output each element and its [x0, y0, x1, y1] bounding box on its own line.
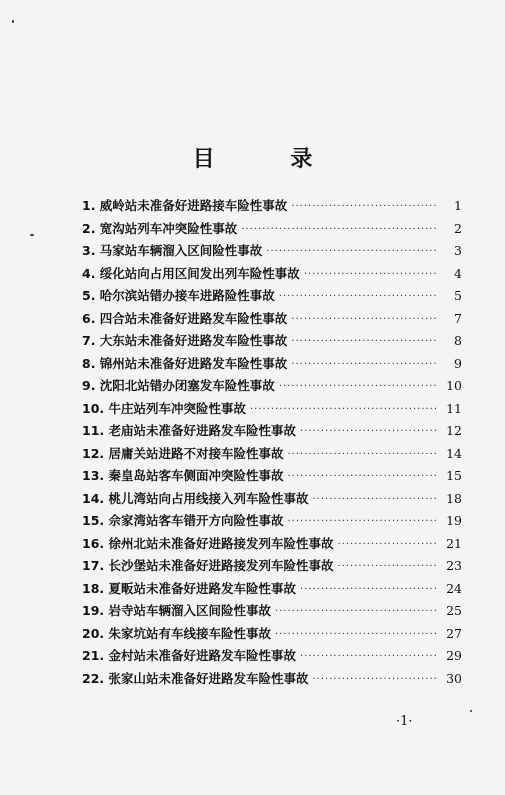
table-of-contents: [82, 196, 462, 691]
toc-entry-page: 3: [454, 243, 462, 258]
toc-entry-page: 2: [454, 220, 462, 236]
toc-leader-dots: [279, 291, 436, 302]
toc-entry-label: 5. 哈尔滨站错办接车进路险性事故: [82, 288, 275, 303]
toc-entry: [82, 646, 462, 669]
toc-leader-dots: [279, 381, 436, 392]
toc-entry: [82, 309, 462, 332]
toc-entry: [82, 601, 462, 624]
toc-entry: [82, 399, 462, 422]
toc-entry-page: 4: [454, 265, 462, 281]
toc-entry-page: 10: [446, 378, 462, 393]
toc-entry-label: 12. 居庸关站进路不对接车险性事故: [82, 445, 284, 461]
toc-entry-page: 19: [446, 513, 462, 528]
toc-entry: [82, 354, 462, 377]
toc-entry-label: 17. 长沙堡站未准备好进路接发列车险性事故: [82, 558, 334, 573]
scan-speck: [30, 234, 34, 236]
toc-entry: [82, 556, 462, 579]
toc-entry: [82, 241, 462, 264]
toc-entry-label: 1. 威岭站未准备好进路接车险性事故: [82, 198, 288, 213]
toc-leader-dots: [313, 674, 437, 685]
toc-entry-label: 20. 朱家坑站有车线接车险性事故: [82, 625, 271, 641]
toc-leader-dots: [313, 494, 437, 505]
toc-entry: [82, 489, 462, 512]
toc-entry-page: 7: [454, 310, 462, 326]
toc-title: 目 录: [192, 147, 347, 172]
scan-speck: [470, 710, 472, 712]
toc-entry-label: 19. 岩寺站车辆溜入区间险性事故: [82, 603, 271, 618]
toc-entry-page: 27: [446, 625, 462, 641]
toc-entry: [82, 219, 462, 242]
toc-entry-page: 15: [446, 468, 462, 483]
toc-entry-page: 18: [446, 490, 462, 506]
toc-entry-page: 21: [446, 535, 462, 551]
toc-entry-label: 15. 佘家湾站客车错开方向险性事故: [82, 513, 284, 528]
toc-entry: [82, 624, 462, 647]
toc-leader-dots: [300, 584, 436, 595]
toc-leader-dots: [291, 314, 436, 325]
toc-leader-dots: [338, 539, 437, 550]
toc-leader-dots: [291, 201, 436, 212]
toc-entry-page: 12: [446, 423, 462, 438]
toc-leader-dots: [275, 606, 436, 617]
toc-entry-label: 13. 秦皇岛站客车侧面冲突险性事故: [82, 468, 284, 483]
toc-entry: [82, 669, 462, 692]
toc-entry-page: 1: [454, 198, 462, 213]
toc-entry: [82, 534, 462, 557]
toc-entry-label: 18. 夏畈站未准备好进路发车险性事故: [82, 580, 296, 596]
toc-entry-page: 8: [454, 333, 462, 348]
toc-leader-dots: [288, 516, 437, 527]
scan-speck: [12, 20, 14, 23]
toc-entry-page: 23: [446, 558, 462, 573]
toc-entry: [82, 511, 462, 534]
toc-entry-page: 30: [446, 670, 462, 686]
toc-leader-dots: [241, 224, 436, 235]
toc-leader-dots: [250, 404, 436, 415]
toc-entry: [82, 331, 462, 354]
toc-entry-page: 29: [446, 648, 462, 663]
toc-entry: [82, 286, 462, 309]
toc-leader-dots: [275, 629, 436, 640]
toc-entry-label: 22. 张家山站未准备好进路发车险性事故: [82, 670, 309, 686]
toc-entry-page: 25: [446, 603, 462, 618]
toc-leader-dots: [291, 359, 436, 370]
toc-entry-label: 21. 金村站未准备好进路发车险性事故: [82, 648, 296, 663]
toc-entry-label: 16. 徐州北站未准备好进路接发列车险性事故: [82, 535, 334, 551]
toc-entry-label: 3. 马家站车辆溜入区间险性事故: [82, 243, 263, 258]
toc-entry: [82, 579, 462, 602]
toc-leader-dots: [288, 449, 437, 460]
toc-entry-page: 11: [446, 400, 462, 416]
toc-entry-label: 14. 桃儿湾站向占用线接入列车险性事故: [82, 490, 309, 506]
toc-entry-label: 8. 锦州站未准备好进路发车险性事故: [82, 355, 288, 371]
toc-leader-dots: [338, 561, 437, 572]
toc-entry-page: 14: [446, 445, 462, 461]
toc-entry: [82, 444, 462, 467]
toc-entry-page: 5: [454, 288, 462, 303]
toc-leader-dots: [304, 269, 436, 280]
toc-entry-label: 6. 四合站未准备好进路发车险性事故: [82, 310, 288, 326]
toc-leader-dots: [300, 426, 436, 437]
toc-leader-dots: [288, 471, 437, 482]
toc-entry-label: 11. 老庙站未准备好进路发车险性事故: [82, 423, 296, 438]
toc-entry-label: 9. 沈阳北站错办闭塞发车险性事故: [82, 378, 275, 393]
toc-entry: [82, 264, 462, 287]
toc-entry-label: 7. 大东站未准备好进路发车险性事故: [82, 333, 288, 348]
toc-entry: [82, 421, 462, 444]
toc-leader-dots: [300, 651, 436, 662]
toc-leader-dots: [266, 246, 436, 257]
toc-entry-label: 10. 牛庄站列车冲突险性事故: [82, 400, 246, 416]
toc-entry-label: 2. 宽沟站列车冲突险性事故: [82, 220, 238, 236]
toc-leader-dots: [291, 336, 436, 347]
toc-entry-label: 4. 绥化站向占用区间发出列车险性事故: [82, 265, 300, 281]
toc-entry-page: 9: [454, 355, 462, 371]
toc-entry-page: 24: [446, 580, 462, 596]
toc-entry: [82, 466, 462, 489]
toc-entry: [82, 376, 462, 399]
page-number: ·1·: [396, 714, 413, 729]
toc-entry: [82, 196, 462, 219]
